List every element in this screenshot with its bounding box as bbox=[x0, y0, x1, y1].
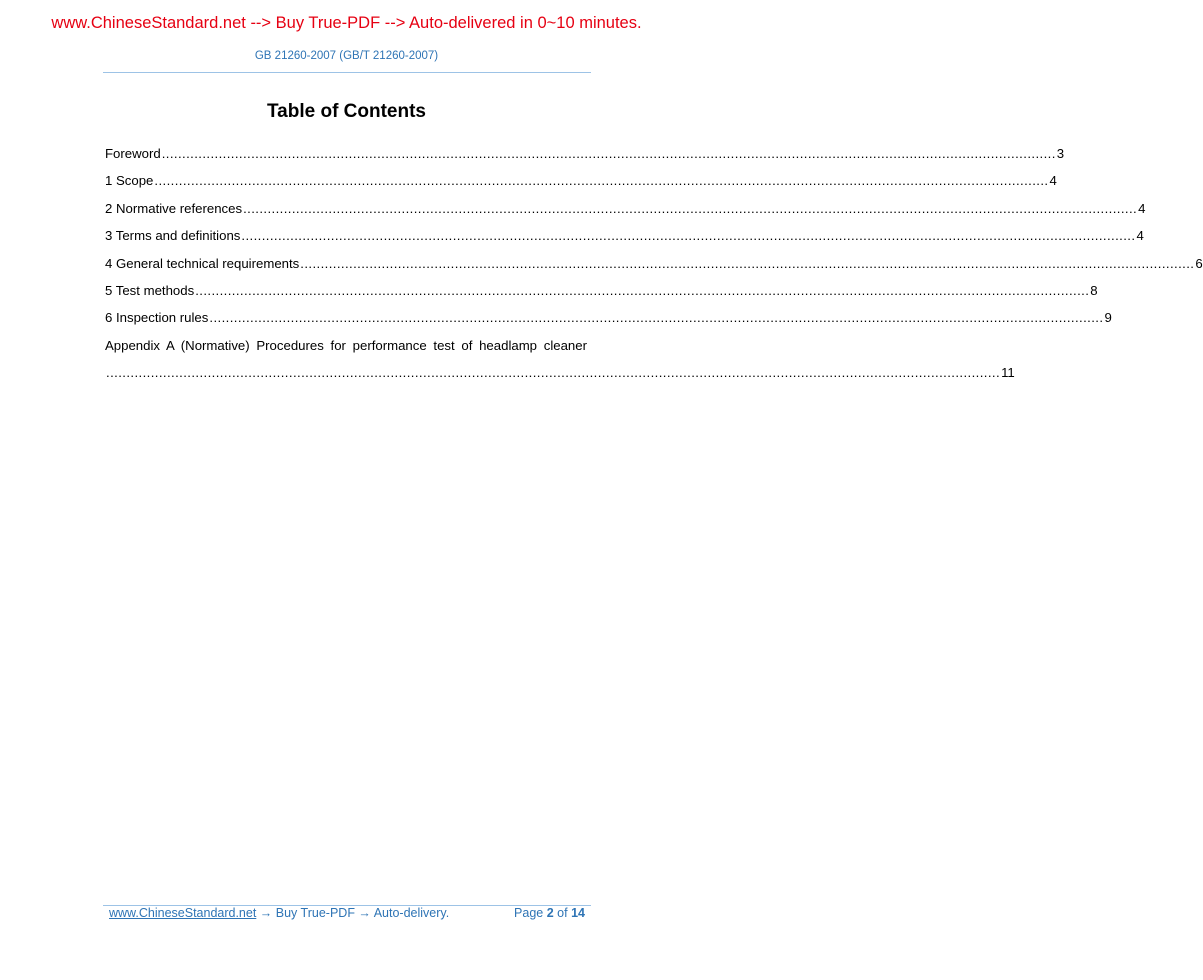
page-label: Page bbox=[514, 906, 544, 920]
toc-leader-dots: ............................................................................................................................................................................................................................ bbox=[154, 173, 1049, 189]
header-divider bbox=[103, 72, 591, 73]
toc-entry-normative-references[interactable] bbox=[105, 200, 1146, 227]
promo-banner[interactable]: www.ChineseStandard.net --> Buy True-PDF --> Auto-delivered in 0~10 minutes. bbox=[51, 14, 642, 32]
footer-site-link[interactable]: www.ChineseStandard.net bbox=[109, 906, 257, 920]
page-current: 2 bbox=[546, 906, 554, 920]
toc-entry-inspection-rules[interactable] bbox=[105, 309, 1112, 336]
toc-entry-page: 6 bbox=[1195, 255, 1203, 271]
toc-entry-label: 6 Inspection rules bbox=[105, 310, 209, 326]
footer-tagline: → Buy True-PDF → Auto-delivery. bbox=[259, 906, 450, 920]
toc-entry-label: 3 Terms and definitions bbox=[105, 228, 241, 244]
toc-entry-terms-and-definitions[interactable] bbox=[105, 227, 1144, 254]
toc-entry-label: 4 General technical requirements bbox=[105, 255, 300, 271]
toc-leader-dots: ............................................................................................................................................................................................................................ bbox=[161, 146, 1056, 161]
toc-leader-dots: ............................................................................................................................................................................................................................ bbox=[243, 200, 1138, 216]
toc-entry-label: 5 Test methods bbox=[105, 282, 195, 298]
page-title: Table of Contents bbox=[266, 101, 427, 122]
toc-entry-page: 4 bbox=[1049, 173, 1057, 189]
toc-entry-appendix-a[interactable] bbox=[105, 337, 1015, 382]
toc-leader-dots: ............................................................................................................................................................................................................................ bbox=[209, 310, 1104, 326]
toc-leader-dots: ............................................................................................................................................................................................................................ bbox=[106, 365, 1001, 381]
page-total: 14 bbox=[571, 906, 585, 920]
toc-entry-page: 4 bbox=[1138, 200, 1146, 216]
toc-entry-page: 3 bbox=[1056, 146, 1065, 161]
toc-entry-page: 11 bbox=[1001, 365, 1015, 381]
toc-leader-dots: ............................................................................................................................................................................................................................ bbox=[300, 255, 1195, 271]
toc-entry-scope[interactable] bbox=[105, 172, 1057, 199]
toc-entry-page: 4 bbox=[1136, 228, 1144, 244]
standard-code-header: GB 21260-2007 (GB/T 21260-2007) bbox=[254, 50, 439, 62]
toc-entry-page: 9 bbox=[1104, 310, 1112, 326]
toc-entry-label: 2 Normative references bbox=[105, 200, 243, 216]
page-indicator bbox=[514, 906, 585, 920]
toc-entry-general-technical-requirements[interactable] bbox=[105, 255, 1203, 282]
toc-entry-foreword[interactable] bbox=[105, 145, 1065, 172]
toc-entry-page: 8 bbox=[1090, 282, 1098, 298]
footer-promo bbox=[109, 906, 449, 920]
toc-entry-test-methods[interactable] bbox=[105, 282, 1098, 309]
toc-leader-dots: ............................................................................................................................................................................................................................ bbox=[195, 282, 1090, 298]
toc-entry-label: 1 Scope bbox=[105, 173, 154, 189]
table-of-contents bbox=[105, 145, 1203, 382]
toc-entry-label: Foreword bbox=[105, 146, 161, 161]
toc-leader-dots: ............................................................................................................................................................................................................................ bbox=[241, 228, 1136, 244]
toc-entry-continuation bbox=[105, 364, 1015, 382]
page-of-label: of bbox=[557, 906, 568, 920]
toc-entry-label: Appendix A (Normative) Procedures for performance test of headlamp cleaner bbox=[105, 337, 587, 353]
